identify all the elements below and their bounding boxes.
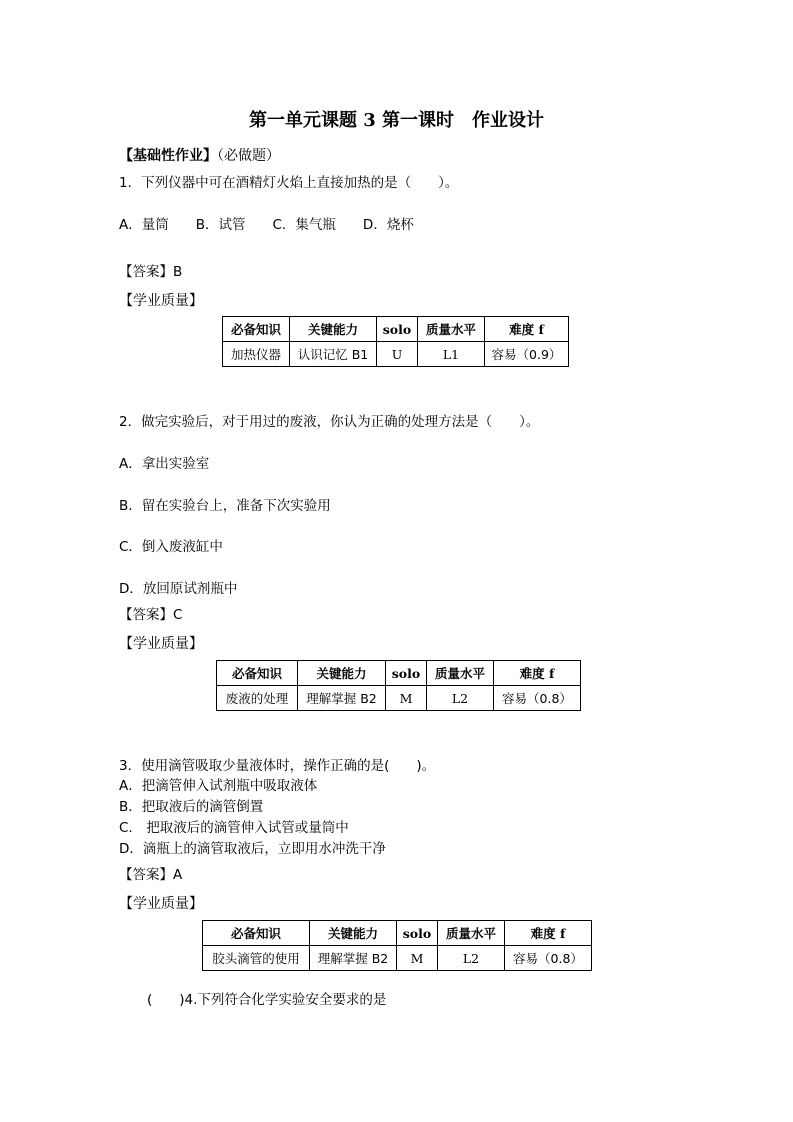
header-cell: 关键能力 (310, 921, 397, 946)
header-cell: 必备知识 (217, 661, 298, 686)
header-cell: 质量水平 (418, 317, 485, 342)
question-1-answer: 【答案】B (119, 264, 183, 280)
header-cell: 关键能力 (290, 317, 377, 342)
header-cell: 难度 f (485, 317, 569, 342)
section-note: （必做题） (217, 148, 280, 164)
table-cell: L2 (427, 686, 494, 711)
table-cell: M (397, 946, 438, 971)
quality-table-2 (216, 660, 581, 711)
table-header-row (223, 317, 569, 342)
header-cell: solo (377, 317, 418, 342)
table-row (217, 686, 581, 711)
table-cell: 理解掌握 B2 (298, 686, 386, 711)
question-1-quality-label: 【学业质量】 (119, 293, 203, 309)
section-label: 【基础性作业】 (119, 148, 217, 164)
header-cell: 关键能力 (298, 661, 386, 686)
question-3-option-d: D．滴瓶上的滴管取液后，立即用水冲洗干净 (119, 841, 386, 857)
table-cell: 理解掌握 B2 (310, 946, 397, 971)
table-row (223, 342, 569, 367)
question-3-option-c: C. 把取液后的滴管伸入试管或量筒中 (119, 820, 349, 836)
question-3-answer: 【答案】A (119, 867, 183, 883)
question-3-stem: 3．使用滴管吸取少量液体时，操作正确的是( )。 (119, 758, 436, 774)
table-cell: 加热仪器 (223, 342, 290, 367)
question-3-option-a: A．把滴管伸入试剂瓶中吸取液体 (119, 778, 318, 794)
quality-table-3 (202, 920, 592, 971)
table-cell: 容易（0.9） (485, 342, 569, 367)
header-cell: 必备知识 (203, 921, 310, 946)
table-cell: L2 (438, 946, 505, 971)
question-2-option-d: D．放回原试剂瓶中 (119, 581, 238, 597)
header-cell: 难度 f (494, 661, 581, 686)
table-cell: 认识记忆 B1 (290, 342, 377, 367)
quality-table-1 (222, 316, 569, 367)
header-cell: solo (397, 921, 438, 946)
header-cell: 质量水平 (438, 921, 505, 946)
table-cell: 容易（0.8） (505, 946, 592, 971)
page-title: 第一单元课题 3 第一课时 作业设计 (248, 110, 545, 131)
header-cell: 必备知识 (223, 317, 290, 342)
question-4-stem: ( )4.下列符合化学实验安全要求的是 (147, 992, 387, 1008)
table-header-row (217, 661, 581, 686)
question-1-options: A．量筒 B．试管 C．集气瓶 D．烧杯 (119, 217, 414, 233)
question-2-stem: 2．做完实验后，对于用过的废液，你认为正确的处理方法是（ ）。 (119, 414, 540, 430)
table-row (203, 946, 592, 971)
question-3-option-b: B．把取液后的滴管倒置 (119, 799, 264, 815)
header-cell: 难度 f (505, 921, 592, 946)
question-2-option-c: C．倒入废液缸中 (119, 539, 223, 555)
table-cell: 废液的处理 (217, 686, 298, 711)
table-cell: 容易（0.8） (494, 686, 581, 711)
table-cell: L1 (418, 342, 485, 367)
table-cell: U (377, 342, 418, 367)
table-header-row (203, 921, 592, 946)
table-cell: 胶头滴管的使用 (203, 946, 310, 971)
table-cell: M (386, 686, 427, 711)
question-2-option-a: A．拿出实验室 (119, 456, 210, 472)
question-2-answer: 【答案】C (119, 607, 183, 623)
question-2-option-b: B．留在实验台上，准备下次实验用 (119, 498, 331, 514)
question-3-quality-label: 【学业质量】 (119, 896, 203, 912)
question-1-stem: 1．下列仪器中可在酒精灯火焰上直接加热的是（ ）。 (119, 175, 459, 191)
header-cell: solo (386, 661, 427, 686)
section-heading (119, 145, 280, 165)
question-2-quality-label: 【学业质量】 (119, 636, 203, 652)
header-cell: 质量水平 (427, 661, 494, 686)
